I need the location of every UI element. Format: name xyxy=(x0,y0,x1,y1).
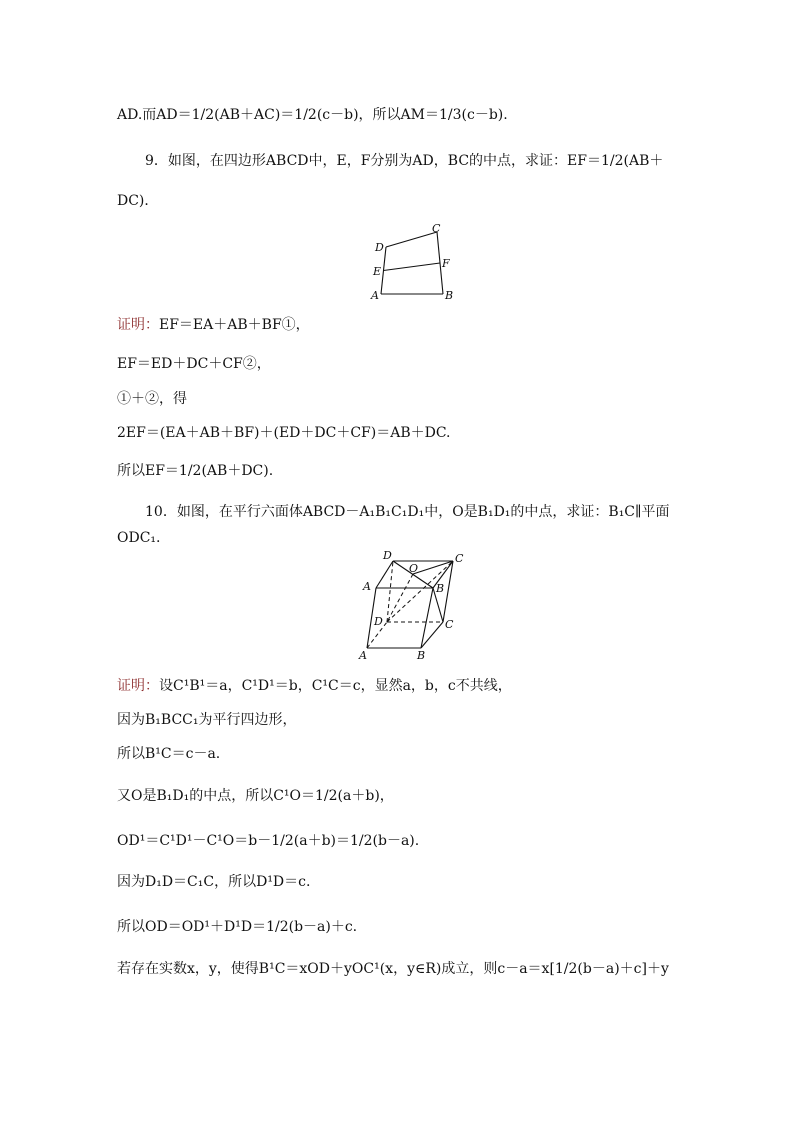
edge-BC xyxy=(421,622,443,648)
label-B: B xyxy=(417,649,426,662)
label-C1: C xyxy=(455,552,464,565)
proof-10-line-3: 所以B¹C＝c－a. xyxy=(117,746,221,762)
segment-OC1 xyxy=(413,561,453,574)
label-A: A xyxy=(371,289,379,302)
problem-9-statement: 9．如图，在四边形ABCD中，E，F分别为AD，BC的中点，求证：EF＝1/2(AB＋ xyxy=(145,153,664,169)
proof-10-line-5: OD¹＝C¹D¹－C¹O＝b－1/2(a＋b)＝1/2(b－a). xyxy=(117,833,420,849)
segment-OD-hidden xyxy=(387,574,413,622)
label-O: O xyxy=(409,562,419,575)
text-line-1: AD.而AD＝1/2(AB＋AC)＝1/2(c－b)，所以AM＝1/3(c－b). xyxy=(117,107,508,123)
label-D: D xyxy=(374,615,383,628)
parallelepiped-figure xyxy=(355,548,475,664)
proof-10-line-1 xyxy=(117,677,512,695)
label-D: D xyxy=(375,241,384,254)
problem-9-statement-cont: DC)． xyxy=(117,193,159,209)
proof-9-line-4: 2EF＝(EA＋AB＋BF)＋(ED＋DC＋CF)＝AB＋DC. xyxy=(117,425,451,441)
proof-10-line-7: 所以OD＝OD¹＋D¹D＝1/2(b－a)＋c. xyxy=(117,919,358,935)
proof-9-line-1 xyxy=(117,316,310,334)
proof-10-line-4: 又O是B₁D₁的中点，所以C¹O＝1/2(a＋b)， xyxy=(117,788,394,804)
label-B: B xyxy=(445,289,454,302)
label-C: C xyxy=(445,618,454,631)
label-E: E xyxy=(373,265,382,278)
proof-label: 证明： xyxy=(117,317,159,333)
edge-BB1 xyxy=(421,588,433,648)
label-C: C xyxy=(432,222,441,235)
edge-CD xyxy=(386,232,437,247)
edge-CC1 xyxy=(443,561,453,622)
proof-10-eq-1: 设C¹B¹＝a，C¹D¹＝b，C¹C＝c，显然a，b，c不共线， xyxy=(159,678,512,694)
proof-10-line-2: 因为B₁BCC₁为平行四边形， xyxy=(117,712,297,728)
proof-9-eq-1: EF＝EA＋AB＋BF①， xyxy=(159,317,310,333)
label-B1: B xyxy=(436,582,445,595)
label-F: F xyxy=(442,257,450,270)
problem-10-statement: 10．如图，在平行六面体ABCD－A₁B₁C₁D₁中，O是B₁D₁的中点，求证：B₁C∥平面 xyxy=(145,504,670,520)
problem-10-statement-cont: ODC₁. xyxy=(117,530,161,546)
proof-9-line-5: 所以EF＝1/2(AB＋DC). xyxy=(117,463,274,479)
label-A: A xyxy=(359,649,367,662)
label-D1: D xyxy=(383,549,392,562)
label-A1: A xyxy=(363,580,371,593)
proof-10-line-8: 若存在实数x，y，使得B¹C＝xOD＋yOC¹(x，y∈R)成立，则c－a＝x[1/2(b－a)＋c]＋y xyxy=(117,961,669,977)
proof-label-2: 证明： xyxy=(117,678,159,694)
proof-10-line-6: 因为D₁D＝C₁C，所以D¹D＝c. xyxy=(117,874,311,890)
proof-9-line-3: ①＋②，得 xyxy=(117,391,187,407)
quadrilateral-figure xyxy=(365,222,465,304)
proof-9-line-2: EF＝ED＋DC＋CF②， xyxy=(117,356,271,372)
segment-EF xyxy=(384,263,441,271)
